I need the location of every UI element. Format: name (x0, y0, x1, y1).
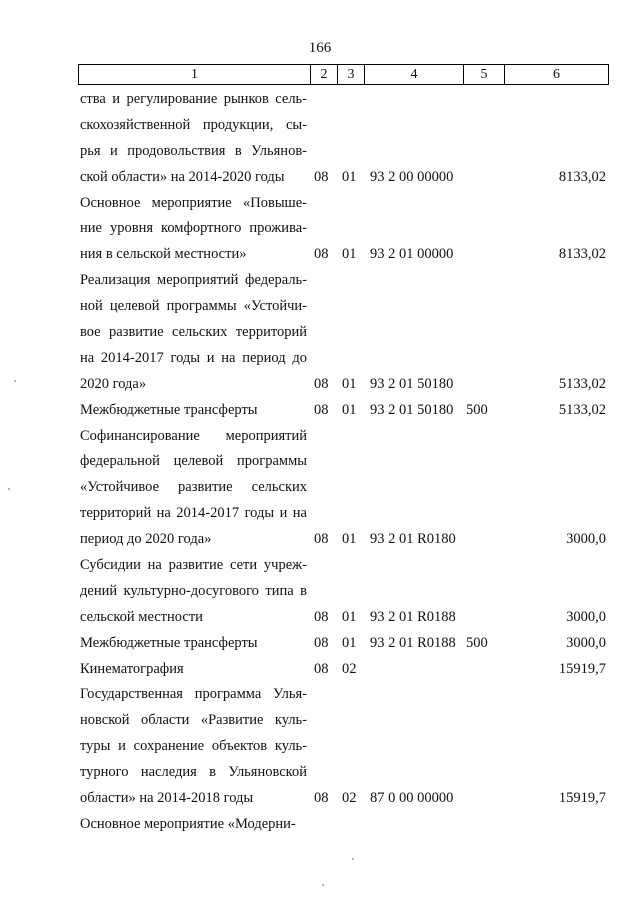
description-line: дений культурно-досугового типа в (80, 582, 307, 599)
description-line: новской области «Развитие куль- (80, 712, 307, 729)
section-code: 08 (314, 246, 329, 263)
table-row (0, 631, 640, 657)
table-row (0, 191, 640, 269)
description-line: ние уровня комфортного прожива- (80, 220, 307, 237)
target-article-code: 93 2 01 50180 (370, 401, 454, 418)
section-code: 08 (314, 401, 329, 418)
description-line: ния в сельской местности» (80, 246, 247, 263)
row-codes (0, 398, 640, 424)
row-codes (0, 631, 640, 657)
section-code: 08 (314, 790, 329, 807)
subsection-code: 01 (342, 168, 357, 185)
scan-speck (322, 884, 324, 886)
target-article-code: 87 0 00 00000 (370, 790, 454, 807)
section-code: 08 (314, 660, 329, 677)
subsection-code: 01 (342, 246, 357, 263)
description-line: сельской местности (80, 608, 203, 625)
column-header-2: 2 (311, 65, 338, 85)
row-codes (0, 812, 640, 838)
scan-speck (14, 380, 16, 382)
table-row (0, 268, 640, 397)
section-code: 08 (314, 168, 329, 185)
description-line: вое развитие сельских территорий (80, 324, 307, 341)
table-row (0, 682, 640, 811)
row-codes (0, 372, 640, 398)
description-line: территорий на 2014-2017 годы и на (80, 505, 307, 522)
description-line: ства и регулирование рынков сель- (80, 91, 307, 107)
description-line: период до 2020 года» (80, 531, 212, 548)
description-line: турного наследия в Ульяновской (80, 764, 307, 781)
description-line: Основное мероприятие «Повыше- (80, 194, 307, 211)
column-header-6: 6 (505, 65, 609, 85)
amount-value: 3000,0 (566, 531, 606, 548)
table-row (0, 424, 640, 553)
description-line: Основное мероприятие «Модерни- (80, 815, 296, 832)
table-row (0, 812, 640, 838)
section-code: 08 (314, 531, 329, 548)
description-line: «Устойчивое развитие сельских (80, 479, 307, 496)
column-header-4: 4 (365, 65, 464, 85)
target-article-code: 93 2 01 R0180 (370, 531, 456, 548)
subsection-code: 01 (342, 375, 357, 392)
amount-value: 15919,7 (558, 790, 606, 807)
section-code: 08 (314, 608, 329, 625)
table-row (0, 657, 640, 683)
section-code: 08 (314, 634, 329, 651)
amount-value: 3000,0 (566, 608, 606, 625)
description-line: Государственная программа Улья- (80, 686, 307, 703)
target-article-code: 93 2 01 50180 (370, 375, 454, 392)
subsection-code: 02 (342, 790, 357, 807)
description-line: федеральной целевой программы (80, 453, 307, 470)
description-line: Кинематография (80, 660, 184, 677)
row-codes (0, 527, 640, 553)
description-line: Реализация мероприятий федераль- (80, 272, 307, 289)
table-row (0, 398, 640, 424)
column-header-3: 3 (338, 65, 365, 85)
description-line: Межбюджетные трансферты (80, 634, 258, 651)
description-line: Софинансирование мероприятий (80, 427, 307, 444)
page-number: 166 (308, 40, 332, 56)
amount-value: 3000,0 (566, 634, 606, 651)
subsection-code: 01 (342, 531, 357, 548)
section-code: 08 (314, 375, 329, 392)
description-line: на 2014-2017 годы и на период до (80, 349, 307, 366)
description-line: Межбюджетные трансферты (80, 401, 258, 418)
description-line: области» на 2014-2018 годы (80, 790, 254, 807)
column-header-1: 1 (79, 65, 311, 85)
subsection-code: 01 (342, 608, 357, 625)
amount-value: 5133,02 (558, 401, 606, 418)
expense-type-code: 500 (466, 634, 488, 651)
amount-value: 15919,7 (558, 660, 606, 677)
budget-table-body (0, 87, 640, 838)
scan-speck (8, 488, 10, 490)
description-line: ной целевой программы «Устойчи- (80, 298, 307, 315)
row-codes (0, 786, 640, 812)
table-row (0, 87, 640, 191)
table-row (0, 553, 640, 631)
row-codes (0, 242, 640, 268)
description-line: туры и сохранение объектов куль- (80, 738, 307, 755)
target-article-code: 93 2 01 R0188 (370, 634, 456, 651)
amount-value: 5133,02 (558, 375, 606, 392)
subsection-code: 02 (342, 660, 357, 677)
description-line: ской области» на 2014-2020 годы (80, 168, 285, 185)
column-header-row (79, 65, 609, 85)
scan-speck (352, 858, 354, 860)
description-line: рья и продовольствия в Ульянов- (80, 142, 307, 159)
subsection-code: 01 (342, 634, 357, 651)
amount-value: 8133,02 (558, 168, 606, 185)
description-line: скохозяйственной продукции, сы- (80, 116, 307, 133)
row-codes (0, 657, 640, 683)
target-article-code: 93 2 01 00000 (370, 246, 454, 263)
row-codes (0, 605, 640, 631)
description-line: Субсидии на развитие сети учреж- (80, 557, 307, 574)
column-header-5: 5 (464, 65, 505, 85)
row-codes (0, 165, 640, 191)
column-header-table (78, 64, 609, 85)
description-line: 2020 года» (80, 375, 147, 392)
expense-type-code: 500 (466, 401, 488, 418)
target-article-code: 93 2 00 00000 (370, 168, 454, 185)
target-article-code: 93 2 01 R0188 (370, 608, 456, 625)
amount-value: 8133,02 (558, 246, 606, 263)
subsection-code: 01 (342, 401, 357, 418)
